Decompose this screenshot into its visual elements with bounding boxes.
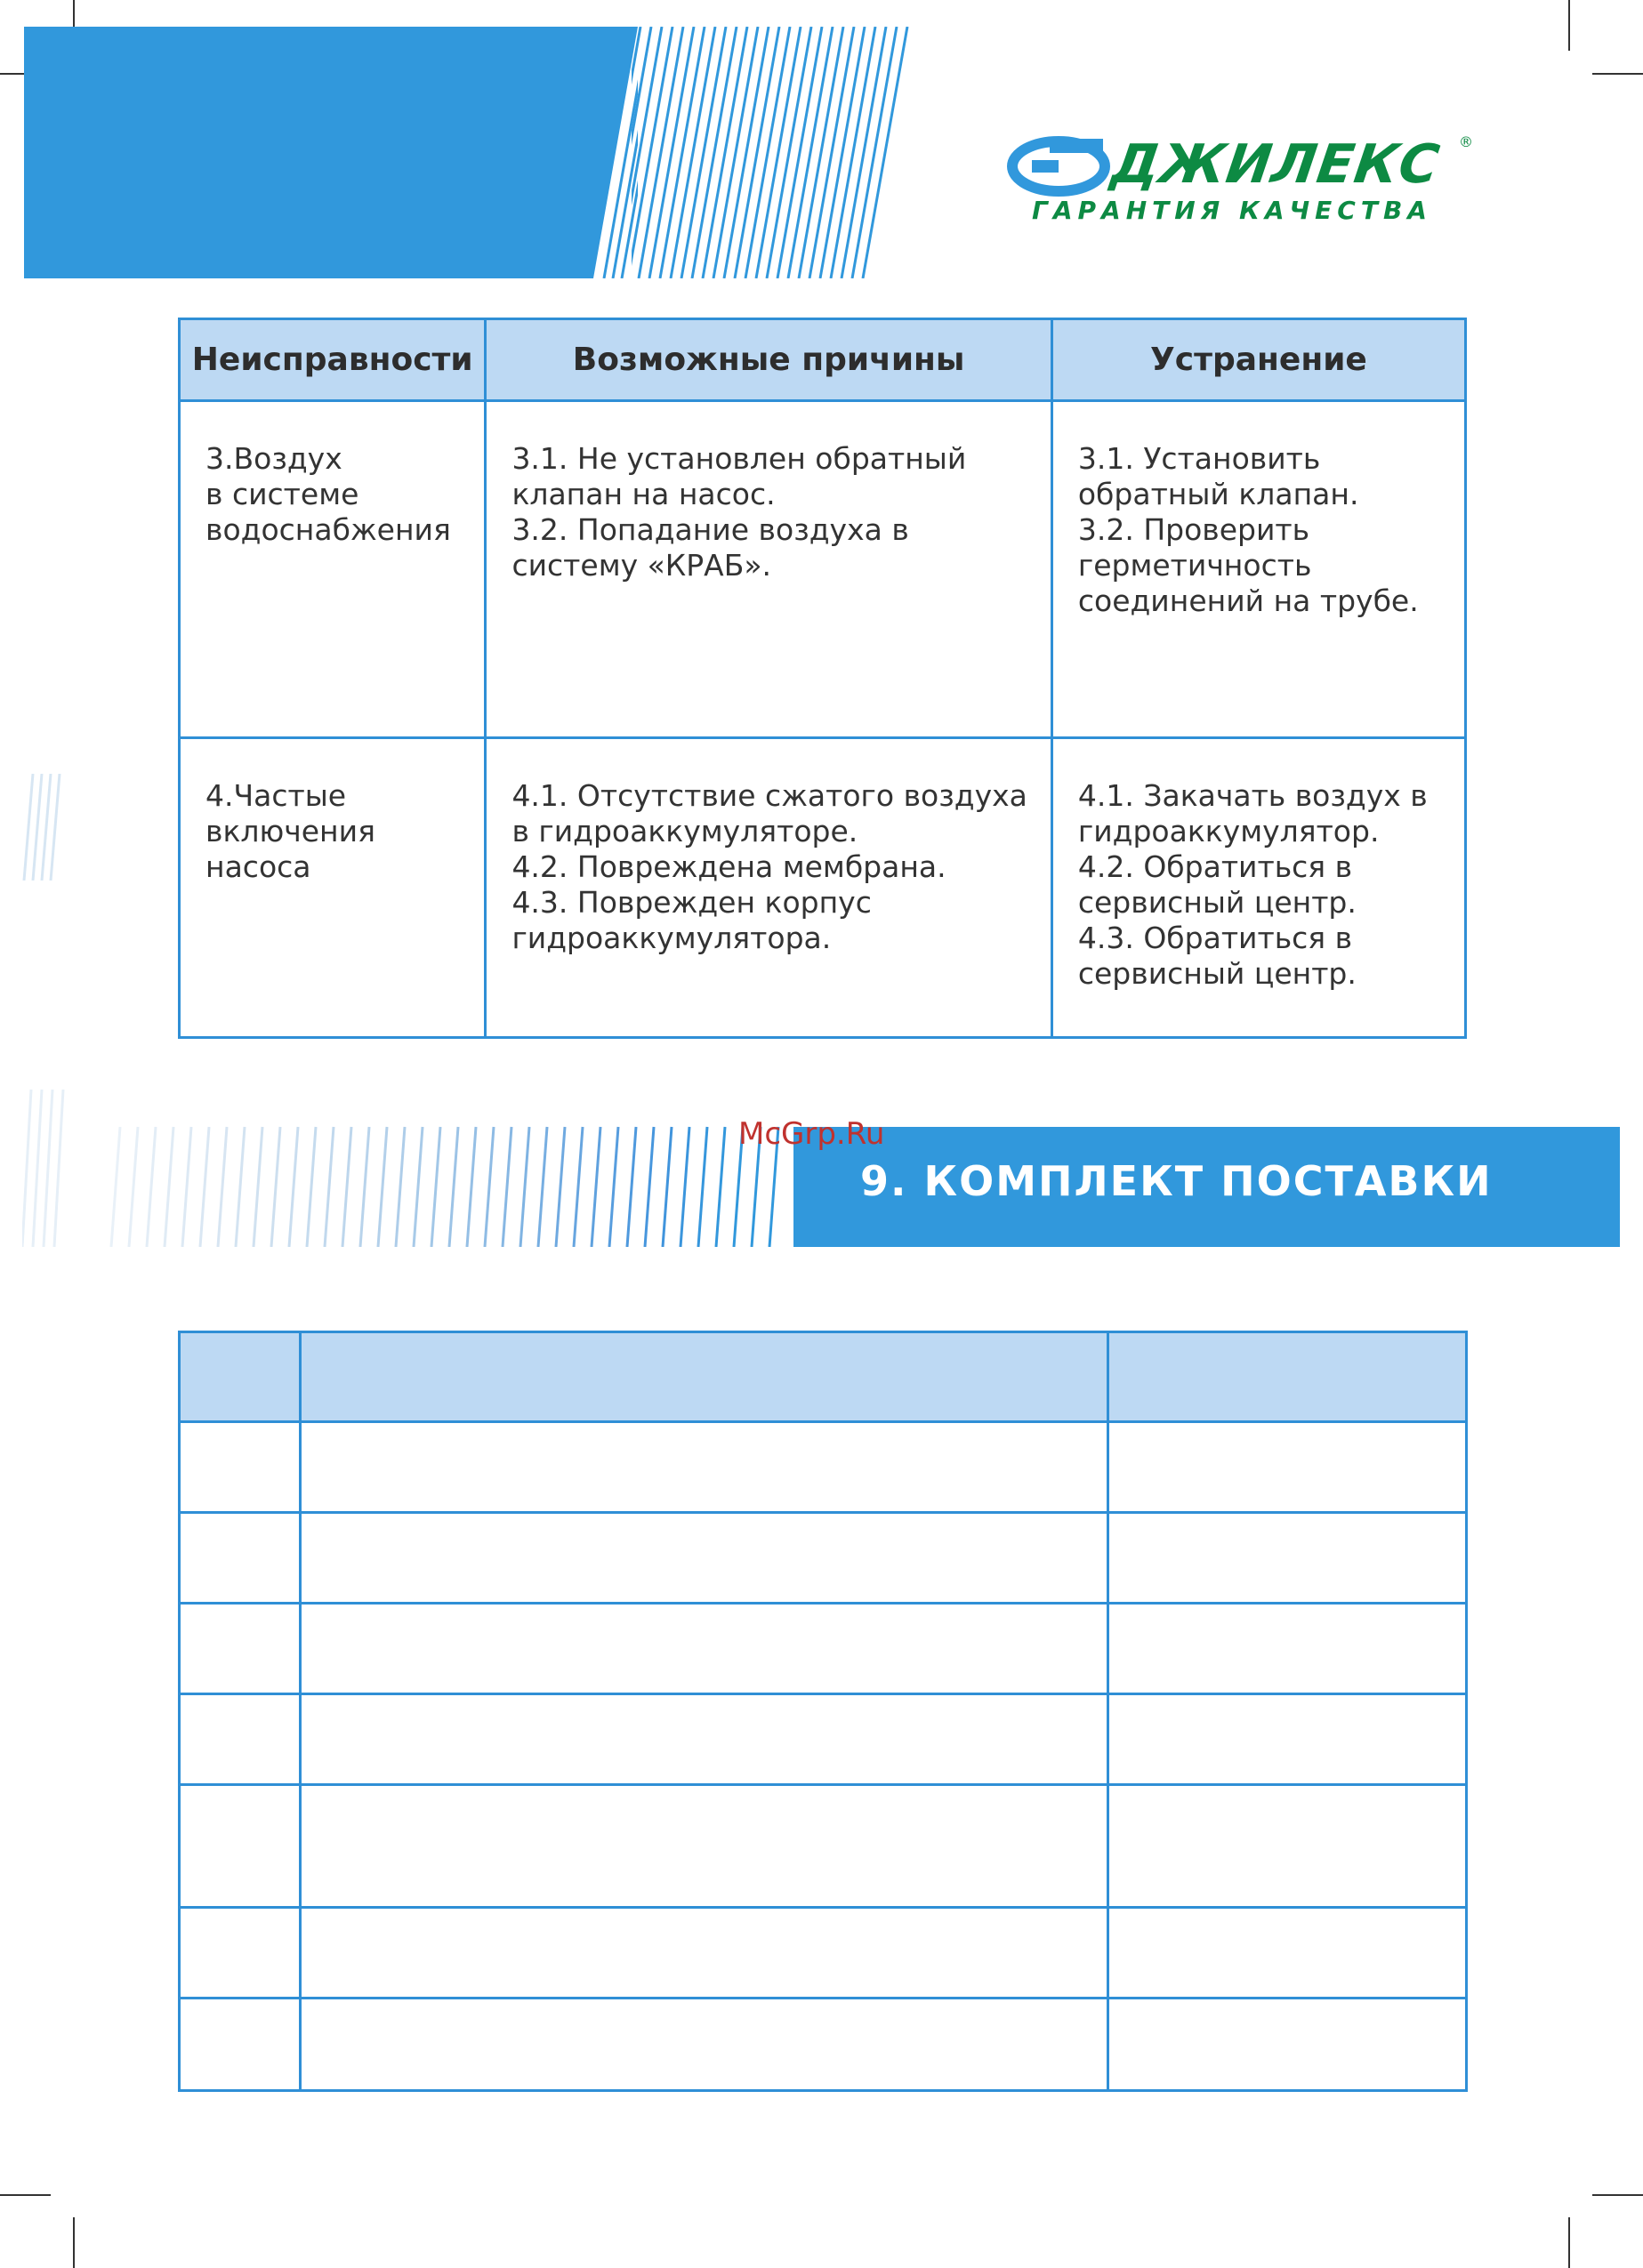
table-cell	[180, 1785, 301, 1908]
table-row	[180, 1604, 1467, 1694]
table-cell	[1107, 1513, 1466, 1604]
table-cell	[300, 1422, 1107, 1513]
supply-table	[178, 1331, 1468, 2092]
fault-line: 4.Частые	[205, 778, 347, 813]
fix-line: соединений на трубе.	[1077, 583, 1419, 618]
fault-line: включения	[205, 814, 375, 848]
cause-line: 4.3. Поврежден корпус	[511, 885, 872, 920]
section-title: 9. КОМПЛЕКТ ПОСТАВКИ	[860, 1157, 1493, 1205]
faults-table	[178, 318, 1467, 1039]
table-cell	[180, 1694, 301, 1785]
table-cell	[180, 1422, 301, 1513]
brand-logo	[1005, 133, 1486, 231]
table-cell	[1107, 1694, 1466, 1785]
supply-header-cell	[1107, 1332, 1466, 1422]
cause-line: клапан на насос.	[511, 477, 776, 511]
faults-table-header-row	[180, 319, 1466, 401]
fault-line: водоснабжения	[205, 512, 451, 547]
fault-cell	[180, 738, 486, 1038]
fault-line: насоса	[205, 849, 311, 884]
table-row	[180, 1694, 1467, 1785]
header-stripes	[632, 27, 987, 278]
supply-header-cell	[180, 1332, 301, 1422]
table-row	[180, 1999, 1467, 2091]
fault-cell	[180, 401, 486, 738]
table-cell	[300, 1785, 1107, 1908]
causes-cell	[486, 401, 1051, 738]
fix-line: 4.2. Обратиться в	[1077, 849, 1353, 884]
table-row	[180, 738, 1466, 1038]
fault-line: 3.Воздух	[205, 441, 342, 476]
table-row	[180, 1513, 1467, 1604]
fix-line: сервисный центр.	[1077, 956, 1357, 991]
table-cell	[180, 1908, 301, 1999]
fix-line: гидроаккумулятор.	[1077, 814, 1380, 848]
crop-mark	[1568, 0, 1570, 51]
table-cell	[180, 1513, 301, 1604]
fix-line: обратный клапан.	[1077, 477, 1359, 511]
watermark: McGrp.Ru	[738, 1116, 885, 1152]
supply-header-cell	[300, 1332, 1107, 1422]
table-cell	[300, 1604, 1107, 1694]
fixes-cell	[1051, 738, 1465, 1038]
table-cell	[180, 1999, 301, 2091]
cause-line: гидроаккумулятора.	[511, 921, 832, 955]
table-cell	[300, 1513, 1107, 1604]
cause-line: в гидроаккумуляторе.	[511, 814, 858, 848]
table-cell	[1107, 1999, 1466, 2091]
table-cell	[300, 1999, 1107, 2091]
header-causes: Возможные причины	[486, 319, 1051, 401]
crop-mark	[1592, 2194, 1643, 2196]
fix-line: герметичность	[1077, 548, 1312, 583]
cause-line: 3.1. Не установлен обратный	[511, 441, 967, 476]
supply-table-header-row	[180, 1332, 1467, 1422]
table-cell	[300, 1694, 1107, 1785]
header-band	[24, 27, 638, 278]
table-cell	[1107, 1785, 1466, 1908]
table-cell	[1107, 1422, 1466, 1513]
section-header-band	[793, 1127, 1620, 1247]
table-cell	[1107, 1908, 1466, 1999]
fault-line: в системе	[205, 477, 359, 511]
logo-registered-mark: ®	[1459, 133, 1473, 150]
crop-mark	[0, 2194, 51, 2196]
fixes-cell	[1051, 401, 1465, 738]
fix-line: сервисный центр.	[1077, 885, 1357, 920]
crop-mark	[1592, 73, 1643, 75]
logo-slogan: ГАРАНТИЯ КАЧЕСТВА	[1032, 196, 1432, 225]
table-cell	[300, 1908, 1107, 1999]
section-stripes	[22, 1090, 805, 1247]
header-faults: Неисправности	[180, 319, 486, 401]
decorative-stripes	[22, 774, 67, 881]
fix-line: 4.1. Закачать воздух в	[1077, 778, 1428, 813]
table-cell	[1107, 1604, 1466, 1694]
table-row	[180, 401, 1466, 738]
table-row	[180, 1422, 1467, 1513]
crop-mark	[1568, 2217, 1570, 2268]
cause-line: 4.2. Повреждена мембрана.	[511, 849, 946, 884]
cause-line: 4.1. Отсутствие сжатого воздуха	[511, 778, 1027, 813]
fix-line: 3.2. Проверить	[1077, 512, 1310, 547]
table-row	[180, 1785, 1467, 1908]
cause-line: систему «КРАБ».	[511, 548, 772, 583]
header-fixes: Устранение	[1051, 319, 1465, 401]
cause-line: 3.2. Попадание воздуха в	[511, 512, 909, 547]
fix-line: 4.3. Обратиться в	[1077, 921, 1353, 955]
logo-brand-text: ДЖИЛЕКС	[1107, 133, 1444, 196]
table-cell	[180, 1604, 301, 1694]
crop-mark	[73, 2217, 75, 2268]
logo-mark-icon	[1005, 135, 1121, 197]
table-row	[180, 1908, 1467, 1999]
fix-line: 3.1. Установить	[1077, 441, 1321, 476]
causes-cell	[486, 738, 1051, 1038]
